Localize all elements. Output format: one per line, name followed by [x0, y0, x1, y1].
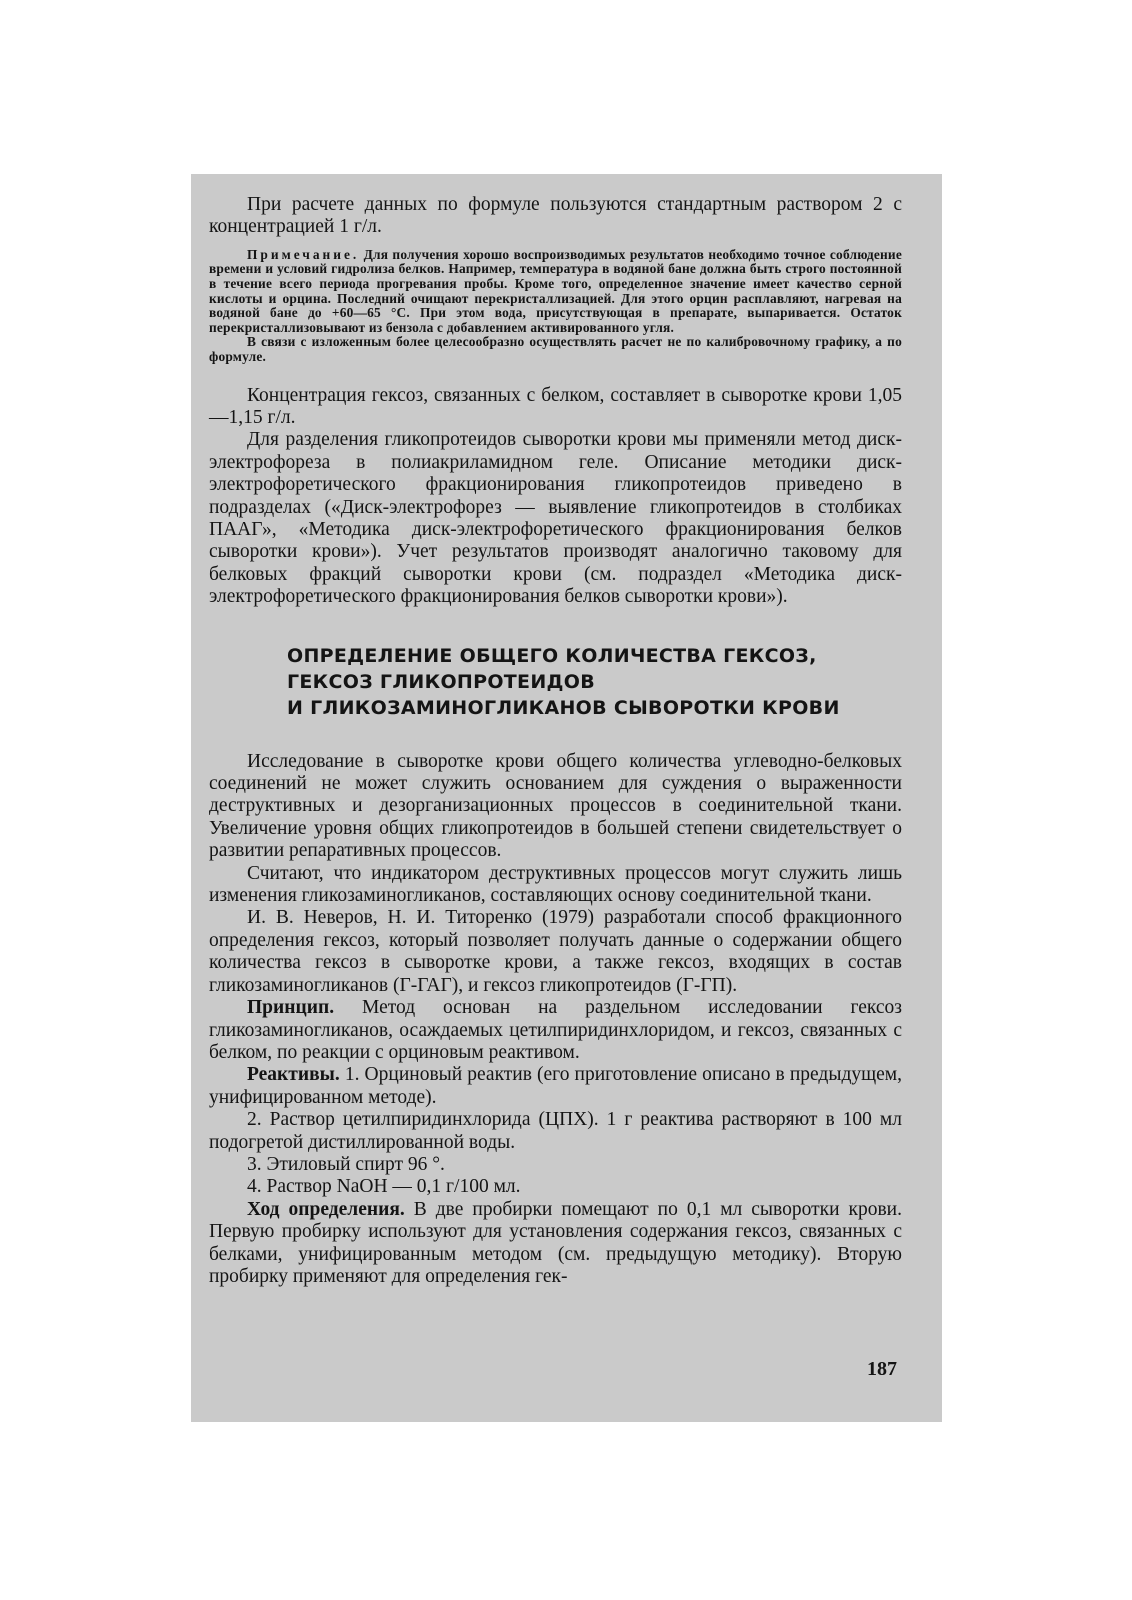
paragraph-standard-solution: При расчете данных по формуле пользуются стандартным раствором 2 с концентрацией 1 г/л.	[209, 194, 902, 238]
note-label: Примечание.	[247, 246, 360, 262]
reagent-item-1: 1. Орциновый реактив (его приготовление описано в предыдущем, унифицированном методе).	[209, 1064, 903, 1108]
principle-text: Метод основан на раздельном исследовании гексоз гликозаминогликанов, осаждаемых цетилпиридинхлоридом, и гексоз, связанных с белком, по реакции с орциновым реактивом.	[209, 997, 902, 1063]
procedure-text: В две пробирки помещают по 0,1 мл сыворотки крови. Первую пробирку используют для установления содержания гексоз, связанных с белками, унифицированным методом (см. предыдущую методику). Вторую пробирку применяют для определения гек-	[209, 1198, 902, 1287]
note-paragraph-2: В связи с изложенным более целесообразно осуществлять расчет не по калибровочному графику, а по формуле.	[209, 334, 902, 364]
paragraph-indicator: Считают, что индикатором деструктивных процессов могут служить лишь изменения гликозаминогликанов, составляющих основу соединительной ткани.	[209, 862, 902, 907]
section-heading-line-2: ГЕКСОЗ ГЛИКОПРОТЕИДОВ	[287, 670, 595, 693]
paragraph-procedure	[209, 1199, 902, 1289]
paragraph-electrophoresis: Для разделения гликопротеидов сыворотки крови мы применяли метод диск-электрофореза в полиакриламидном геле. Описание методики диск-электрофоретического фракционирования гликопротеидов приведено в подразделах («Диск-электрофорез — выявление гликопротеидов в столбиках ПААГ», «Методика диск-электрофоретического фракционирования белков сыворотки крови»). Учет результатов производят аналогично таковому для белковых фракций сыворотки крови (см. подраздел «Методика диск-электрофоретического фракционирования белков сыворотки крови»).	[209, 429, 902, 608]
procedure-label: Ход определения.	[247, 1198, 405, 1220]
paragraph-research: Исследование в сыворотке крови общего количества углеводно-белковых соединений не может служить основанием для суждения о выраженности деструктивных и дезорганизационных процессов в соединительной ткани. Увеличение уровня общих гликопротеидов в большей степени свидетельствует о развитии репаративных процессов.	[209, 750, 902, 862]
note-text: Для получения хорошо воспроизводимых результатов необходимо точное соблюдение времени и условий гидролиза белков. Например, температура в водяной бане должна быть строго постоянной в течение всего периода прогревания пробы. Кроме того, определенное значение имеет качество серной кислоты и орцина. Последний очищают перекристаллизацией. Для этого орцин расплавляют, нагревая на водяной бане до +60—65 °С. При этом вода, присутствующая в препарате, выпаривается. Остаток перекристаллизовывают из бензола с добавлением активированного угля.	[209, 246, 902, 335]
paragraph-principle	[209, 997, 902, 1064]
paragraph-authors: И. В. Неверов, Н. И. Титоренко (1979) разработали способ фракционного определения гексоз, который позволяет получать данные о содержании общего количества гексоз в сыворотке крови, а также гексоз, входящих в состав гликозаминогликанов (Г-ГАГ), и гексоз гликопротеидов (Г-ГП).	[209, 907, 902, 996]
section-heading	[287, 643, 902, 721]
note-block	[209, 248, 902, 365]
principle-label: Принцип.	[247, 997, 335, 1019]
page-number: 187	[867, 1358, 897, 1380]
reagent-item-3: 3. Этиловый спирт 96 °.	[247, 1153, 445, 1175]
reagents-label: Реактивы.	[247, 1064, 340, 1086]
reagent-item-2: 2. Раствор цетилпиридинхлорида (ЦПХ). 1 г реактива растворяют в 100 мл подогретой дистиллированной воды.	[209, 1109, 902, 1153]
section-heading-line-1: ОПРЕДЕЛЕНИЕ ОБЩЕГО КОЛИЧЕСТВА ГЕКСОЗ,	[287, 644, 817, 667]
section-heading-line-3: И ГЛИКОЗАМИНОГЛИКАНОВ СЫВОРОТКИ КРОВИ	[287, 696, 840, 719]
paragraph-reagents	[209, 1064, 902, 1109]
reagent-item-4: 4. Раствор NaOH — 0,1 г/100 мл.	[247, 1176, 521, 1198]
scanned-book-page	[191, 174, 942, 1422]
note-paragraph	[209, 248, 902, 336]
paragraph-hexose-concentration: Концентрация гексоз, связанных с белком, составляет в сыворотке крови 1,05—1,15 г/л.	[209, 384, 902, 428]
